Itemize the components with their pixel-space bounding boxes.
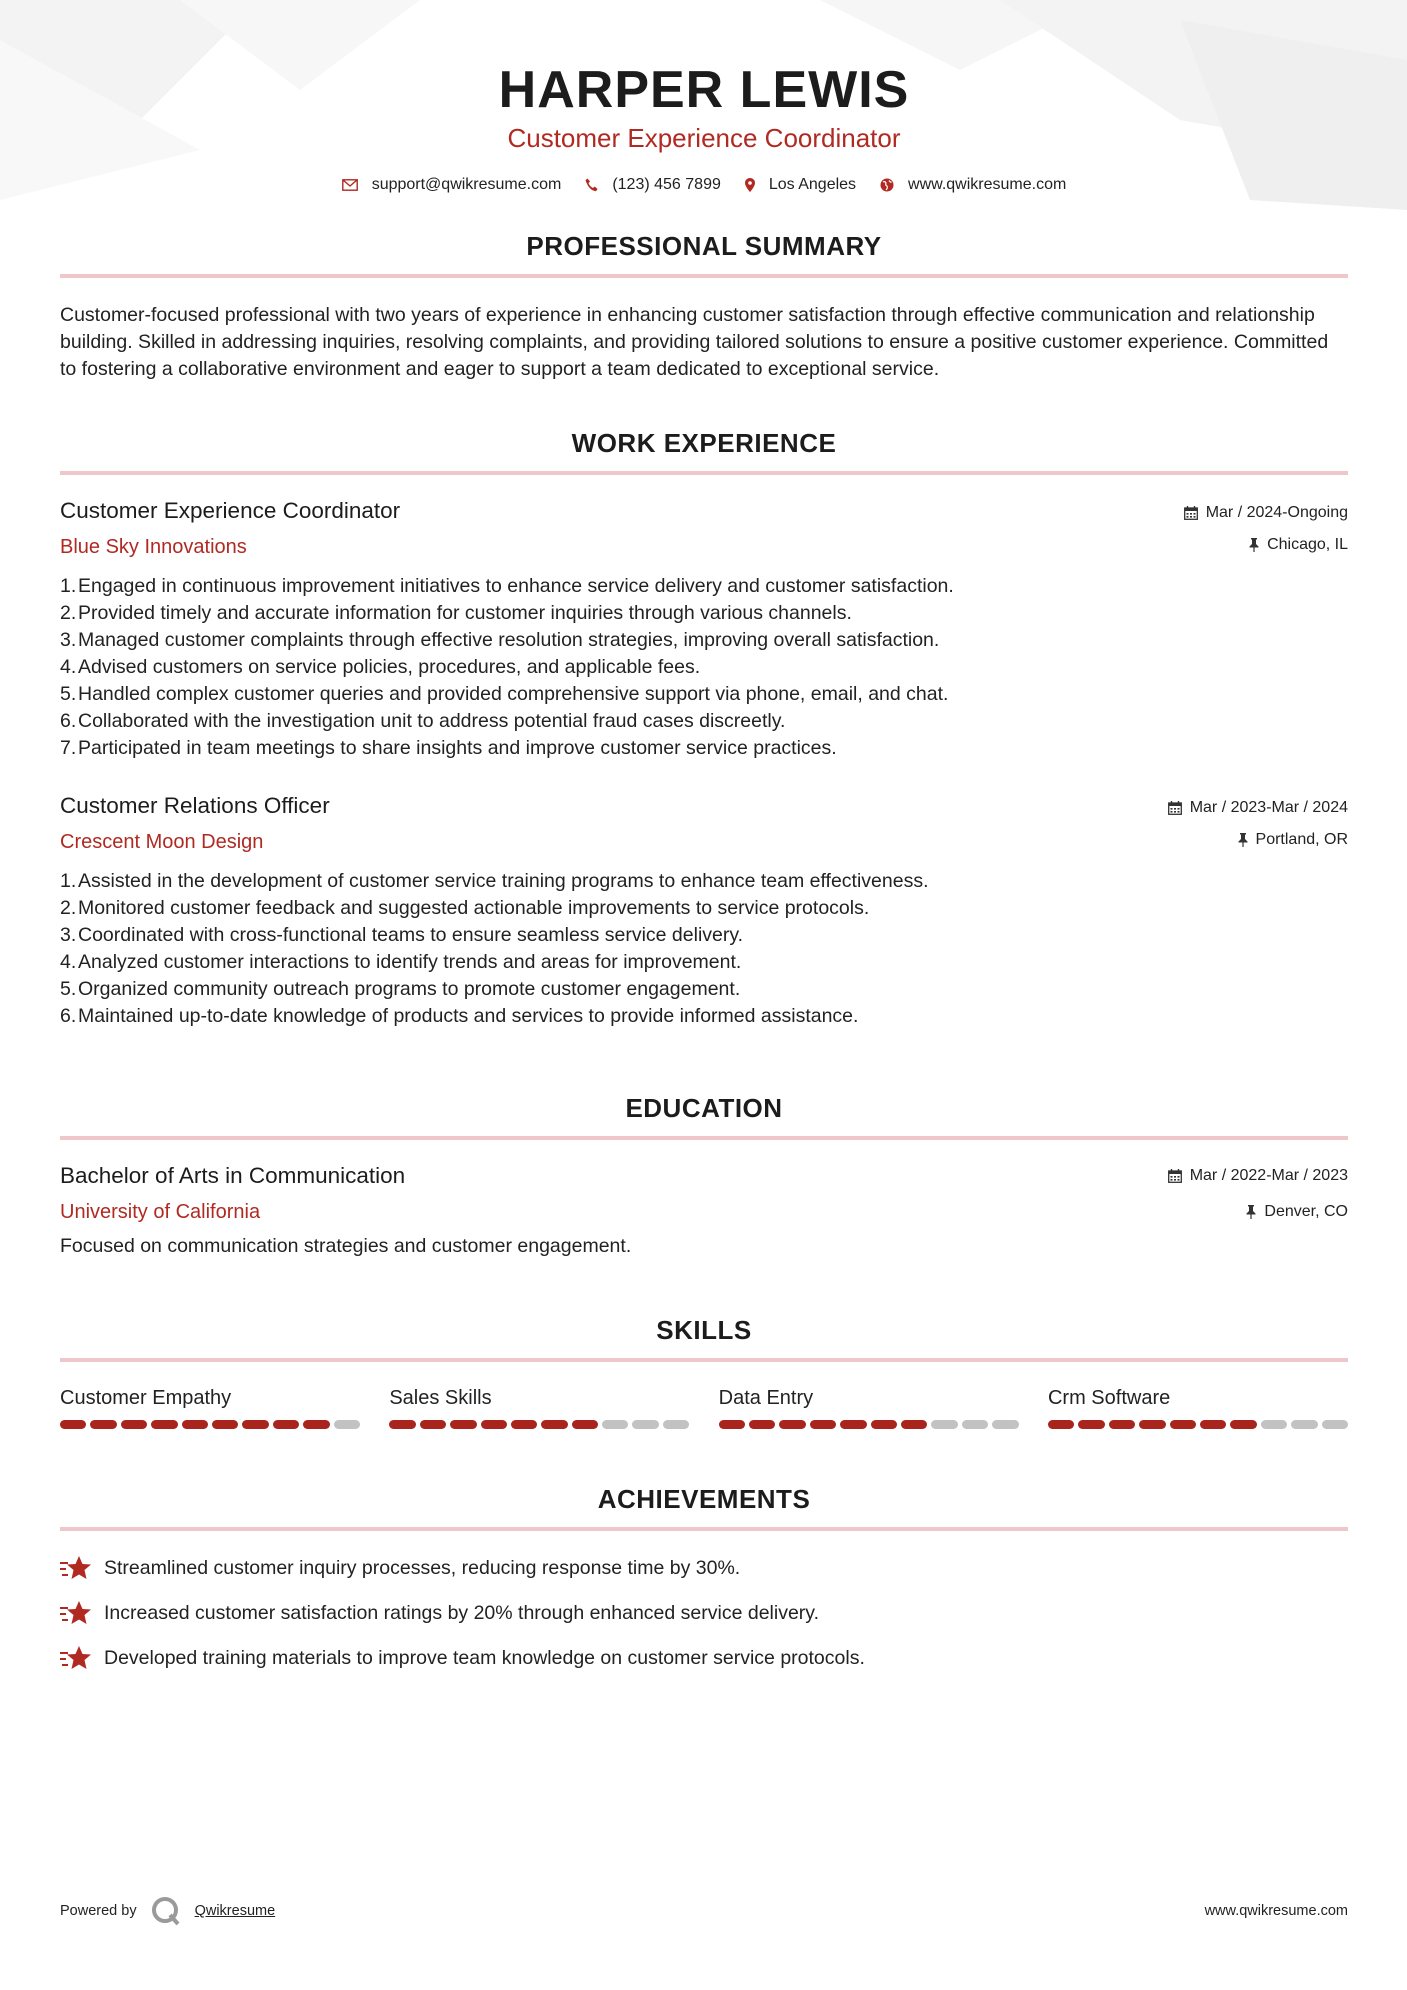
powered-by [60,1896,275,1926]
skill-segment-filled [1200,1420,1226,1429]
list-item: 2. Monitored customer feedback and suggested actionable improvements to service protocols. [60,897,870,919]
list-item: 5. Organized community outreach programs to promote customer engagement. [60,978,741,1000]
skill-segment-filled [481,1420,507,1429]
skill-item [1048,1386,1348,1429]
skill-segment-empty [1322,1420,1348,1429]
skill-segment-empty [632,1420,658,1429]
skill-segment-filled [420,1420,446,1429]
skill-segment-filled [1230,1420,1256,1429]
achievement-item [60,1643,1348,1673]
skill-segment-filled [121,1420,147,1429]
star-icon [60,1600,92,1626]
skill-segment-filled [719,1420,745,1429]
skill-segment-empty [602,1420,628,1429]
list-item: 1. Assisted in the development of customer service training programs to enhance team effectiveness. [60,870,929,892]
list-item: 5. Handled complex customer queries and provided comprehensive support via phone, email, and chat. [60,683,949,705]
skill-segment-filled [90,1420,116,1429]
skill-segment-filled [242,1420,268,1429]
skill-segment-filled [1078,1420,1104,1429]
degree-title: Bachelor of Arts in Communication [60,1163,406,1188]
skills-heading: SKILLS [656,1315,752,1345]
achievement-text: Streamlined customer inquiry processes, reducing response time by 30%. [104,1556,741,1579]
skill-segment-filled [1109,1420,1135,1429]
skill-name: Crm Software [1047,1387,1171,1409]
school-name: University of California [60,1201,261,1223]
achievements-list [60,1553,1348,1673]
skill-level-bar [719,1420,1019,1429]
job-title: Customer Relations Officer [60,793,330,818]
summary-heading: PROFESSIONAL SUMMARY [526,231,882,261]
list-item: 4. Advised customers on service policies, procedures, and applicable fees. [60,656,701,678]
education-entry [60,1162,1348,1260]
skill-segment-filled [901,1420,927,1429]
contact-email[interactable] [342,176,562,194]
skill-item [719,1386,1019,1429]
section-divider [60,471,1348,475]
skill-level-bar [60,1420,360,1429]
skills-section [60,1314,1348,1429]
job-meta [1184,503,1348,555]
pushpin-icon [1249,538,1259,552]
list-item: 7. Participated in team meetings to share insights and improve customer service practices. [60,737,837,759]
candidate-title: Customer Experience Coordinator [507,123,901,153]
skill-segment-filled [303,1420,329,1429]
list-item: 4. Analyzed customer interactions to identify trends and areas for improvement. [60,951,742,973]
pushpin-icon [1246,1205,1256,1219]
job-dates: Mar / 2024-Ongoing [1205,504,1348,521]
skill-level-bar [389,1420,689,1429]
education-heading: EDUCATION [625,1093,783,1123]
star-icon [60,1555,92,1581]
skill-segment-filled [1139,1420,1165,1429]
phone-icon [585,178,598,192]
skill-segment-filled [541,1420,567,1429]
skill-segment-filled [182,1420,208,1429]
skill-segment-empty [931,1420,957,1429]
summary-text: Customer-focused professional with two years of experience in enhancing customer satisfaction through effective communication and relationship building. Skilled in addressing inquiries, resolving complaints, and providing tailored solutions to ensure a positive customer experience. Committed to fostering a collaborative environment and eager to support a team dedicated to exceptional service. [60,304,1329,380]
company-name: Crescent Moon Design [60,831,264,853]
footer-website[interactable]: www.qwikresume.com [1204,1903,1348,1919]
pushpin-icon [1238,833,1248,847]
achievements-heading: ACHIEVEMENTS [597,1484,811,1514]
candidate-name: HARPER LEWIS [498,61,910,119]
envelope-icon [342,179,358,191]
resume-page [60,0,1348,1688]
phone-text: (123) 456 7899 [612,176,721,193]
star-icon [60,1645,92,1671]
skill-segment-empty [1291,1420,1317,1429]
skill-segment-filled [60,1420,86,1429]
skills-grid [60,1386,1348,1429]
page-footer [60,1896,1348,1926]
map-pin-icon [745,178,755,192]
job-bullet-list [60,868,1348,1030]
skill-segment-filled [1170,1420,1196,1429]
skill-segment-filled [840,1420,866,1429]
calendar-icon [1168,1169,1182,1183]
skill-name: Data Entry [718,1387,814,1409]
skill-level-bar [1048,1420,1348,1429]
section-divider [60,1358,1348,1362]
skill-segment-empty [992,1420,1018,1429]
achievement-text: Increased customer satisfaction ratings by 20% through enhanced service delivery. [104,1601,820,1624]
skill-segment-empty [334,1420,360,1429]
job-location: Portland, OR [1255,831,1348,848]
achievement-item [60,1598,1348,1628]
achievement-text: Developed training materials to improve team knowledge on customer service protocols. [104,1646,865,1669]
skill-segment-filled [151,1420,177,1429]
calendar-icon [1184,506,1198,520]
contact-bar [60,176,1348,194]
job-entry [60,497,1348,762]
contact-website[interactable] [880,176,1066,194]
summary-section [60,230,1348,383]
skill-segment-filled [511,1420,537,1429]
brand-link[interactable]: Qwikresume [194,1903,276,1919]
education-section [60,1092,1348,1260]
skill-segment-filled [779,1420,805,1429]
list-item: 6. Maintained up-to-date knowledge of products and services to provide informed assistance. [60,1005,859,1027]
skill-segment-filled [212,1420,238,1429]
powered-by-label: Powered by [60,1903,137,1919]
skill-segment-empty [663,1420,689,1429]
education-meta [1168,1166,1348,1222]
achievements-section [60,1483,1348,1673]
job-bullet-list [60,573,1348,762]
list-item: 6. Collaborated with the investigation unit to address potential fraud cases discreetly. [60,710,786,732]
list-item: 3. Coordinated with cross-functional teams to ensure seamless service delivery. [60,924,744,946]
job-meta [1168,798,1348,850]
qwikresume-logo-icon [151,1896,181,1926]
calendar-icon [1168,801,1182,815]
list-item: 3. Managed customer complaints through effective resolution strategies, improving overall satisfaction. [60,629,940,651]
education-description: Focused on communication strategies and customer engagement. [60,1235,632,1257]
website-text: www.qwikresume.com [908,176,1067,193]
email-text: support@qwikresume.com [371,176,562,193]
globe-icon [880,178,894,192]
experience-heading: WORK EXPERIENCE [571,428,837,458]
job-entry [60,792,1348,1030]
skill-segment-filled [572,1420,598,1429]
skill-segment-filled [749,1420,775,1429]
education-location: Denver, CO [1264,1203,1348,1220]
skill-name: Customer Empathy [60,1387,232,1409]
job-title: Customer Experience Coordinator [60,498,401,523]
skill-name: Sales Skills [389,1387,492,1409]
section-divider [60,1136,1348,1140]
skill-segment-empty [962,1420,988,1429]
contact-phone[interactable] [585,176,721,194]
skill-segment-empty [1261,1420,1287,1429]
skill-segment-filled [871,1420,897,1429]
job-location: Chicago, IL [1267,536,1348,553]
skill-segment-filled [389,1420,415,1429]
skill-segment-filled [810,1420,836,1429]
section-divider [60,1527,1348,1531]
company-name: Blue Sky Innovations [60,536,247,558]
job-dates: Mar / 2023-Mar / 2024 [1189,799,1348,816]
skill-segment-filled [273,1420,299,1429]
list-item: 1. Engaged in continuous improvement initiatives to enhance service delivery and customer satisfaction. [60,575,954,597]
skill-segment-filled [1048,1420,1074,1429]
skill-segment-filled [450,1420,476,1429]
education-dates: Mar / 2022-Mar / 2023 [1189,1167,1348,1184]
achievement-item [60,1553,1348,1583]
list-item: 2. Provided timely and accurate information for customer inquiries through various channels. [60,602,852,624]
skill-item [60,1386,360,1429]
resume-header [60,0,1348,194]
location-text: Los Angeles [768,176,857,193]
section-divider [60,274,1348,278]
contact-location [745,176,856,194]
experience-section [60,427,1348,1030]
skill-item [389,1386,689,1429]
